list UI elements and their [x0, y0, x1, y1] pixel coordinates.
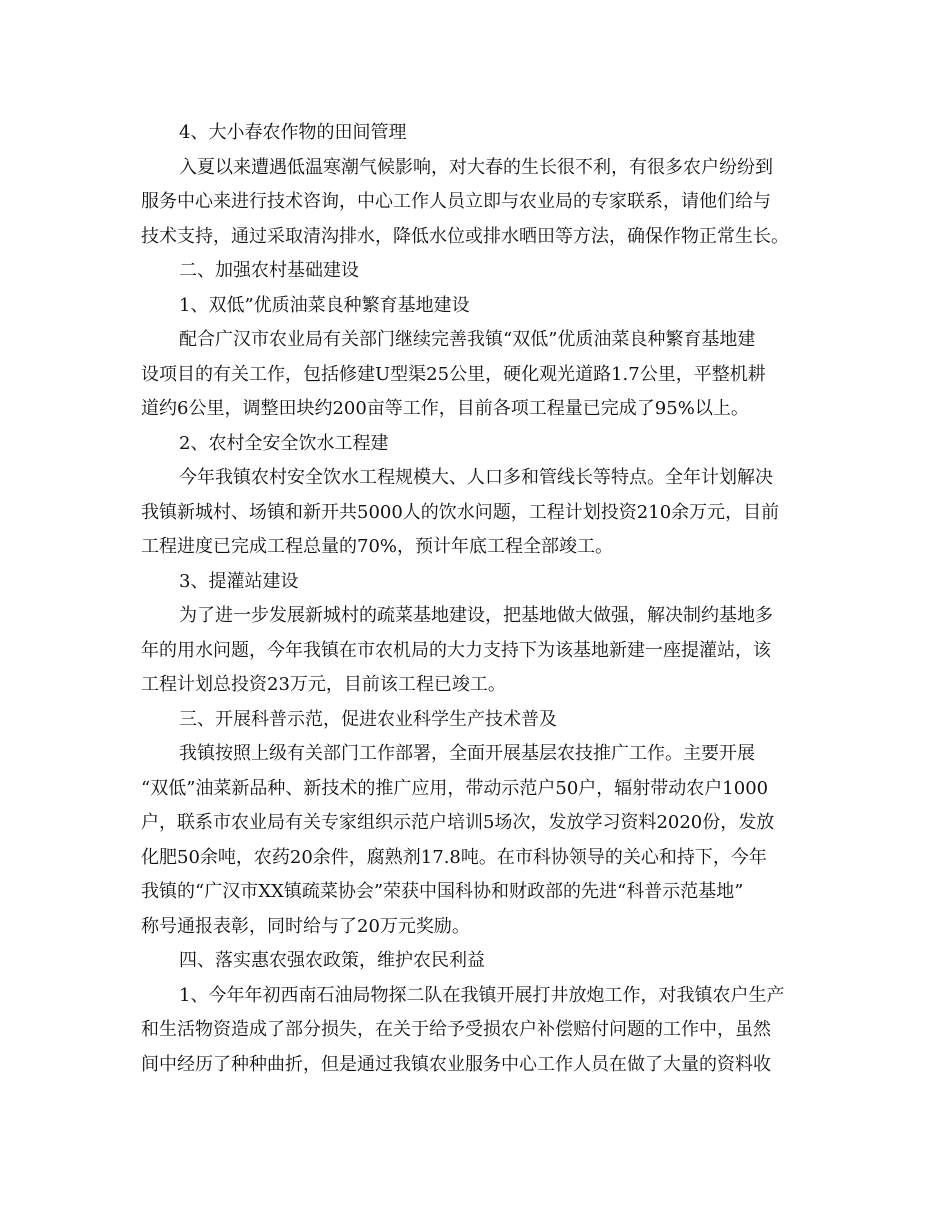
section-heading: 三、开展科普示范，促进农业科学生产技术普及 — [179, 708, 557, 730]
paragraph-line: 工程进度已完成工程总量的70%，预计年底工程全部竣工。 — [141, 536, 614, 557]
document-body — [141, 116, 811, 1082]
paragraph-line: 道约6公里，调整田块约200亩等工作，目前各项工程量已完成了95%以上。 — [141, 398, 749, 419]
section-heading: 二、加强农村基础建设 — [179, 260, 359, 281]
paragraph-line: 称号通报表彰，同时给与了20万元奖励。 — [141, 915, 470, 937]
paragraph-line: 我镇按照上级有关部门工作部署，全面开展基层农技推广工作。主要开展 — [179, 743, 755, 764]
paragraph-line: 化肥50余吨，农药20余件，腐熟剂17.8吨。在市科协领导的关心和持下，今年 — [141, 846, 767, 868]
paragraph-line: 间中经历了种种曲折，但是通过我镇农业服务中心工作人员在做了大量的资料收 — [141, 1053, 771, 1075]
paragraph-line: 户，联系市农业局有关专家组织示范户培训5场次，发放学习资料2020份，发放 — [141, 812, 775, 833]
paragraph-line: 配合广汉市农业局有关部门继续完善我镇“双低”优质油菜良种繁育基地建 — [179, 329, 756, 350]
section-heading: 四、落实惠农强农政策，维护农民利益 — [179, 950, 485, 971]
paragraph-line: 工程计划总投资23万元，目前该工程已竣工。 — [141, 674, 506, 695]
paragraph-line: 年的用水问题，今年我镇在市农机局的大力支持下为该基地新建一座提灌站，该 — [141, 639, 771, 661]
paragraph-line: 今年我镇农村安全饮水工程规模大、人口多和管线长等特点。全年计划解决 — [179, 467, 773, 488]
paragraph-line: 入夏以来遭遇低温寒潮气候影响，对大春的生长很不利，有很多农户纷纷到 — [179, 156, 773, 178]
paragraph-line: 技术支持，通过采取清沟排水，降低水位或排水晒田等方法，确保作物正常生长。 — [141, 225, 789, 247]
paragraph-line: 设项目的有关工作，包括修建U型渠25公里，硬化观光道路1.7公里，平整机耕 — [141, 363, 766, 385]
paragraph-line: “双低”油菜新品种、新技术的推广应用，带动示范户50户，辐射带动农户1000 — [141, 777, 769, 799]
paragraph-line: 和生活物资造成了部分损失，在关于给予受损农户补偿赔付问题的工作中，虽然 — [141, 1019, 771, 1040]
section-heading: 3、提灌站建设 — [179, 570, 299, 592]
paragraph-line: 服务中心来进行技术咨询，中心工作人员立即与农业局的专家联系，请他们给与 — [141, 191, 771, 212]
paragraph-line: 1、今年年初西南石油局物探二队在我镇开展打井放炮工作，对我镇农户生产 — [179, 984, 785, 1006]
section-heading: 2、农村全安全饮水工程建 — [179, 432, 389, 454]
section-heading: 1、双低”优质油菜良种繁育基地建设 — [179, 294, 470, 316]
paragraph-line: 我镇新城村、场镇和新开共5000人的饮水问题，工程计划投资210余万元，目前 — [141, 501, 780, 523]
section-heading: 4、大小春农作物的田间管理 — [179, 122, 407, 143]
paragraph-line: 为了进一步发展新城村的疏菜基地建设，把基地做大做强，解决制约基地多 — [179, 605, 773, 626]
paragraph-line: 我镇的“广汉市XX镇疏菜协会”荣获中国科协和财政部的先进“科普示范基地” — [141, 881, 744, 902]
